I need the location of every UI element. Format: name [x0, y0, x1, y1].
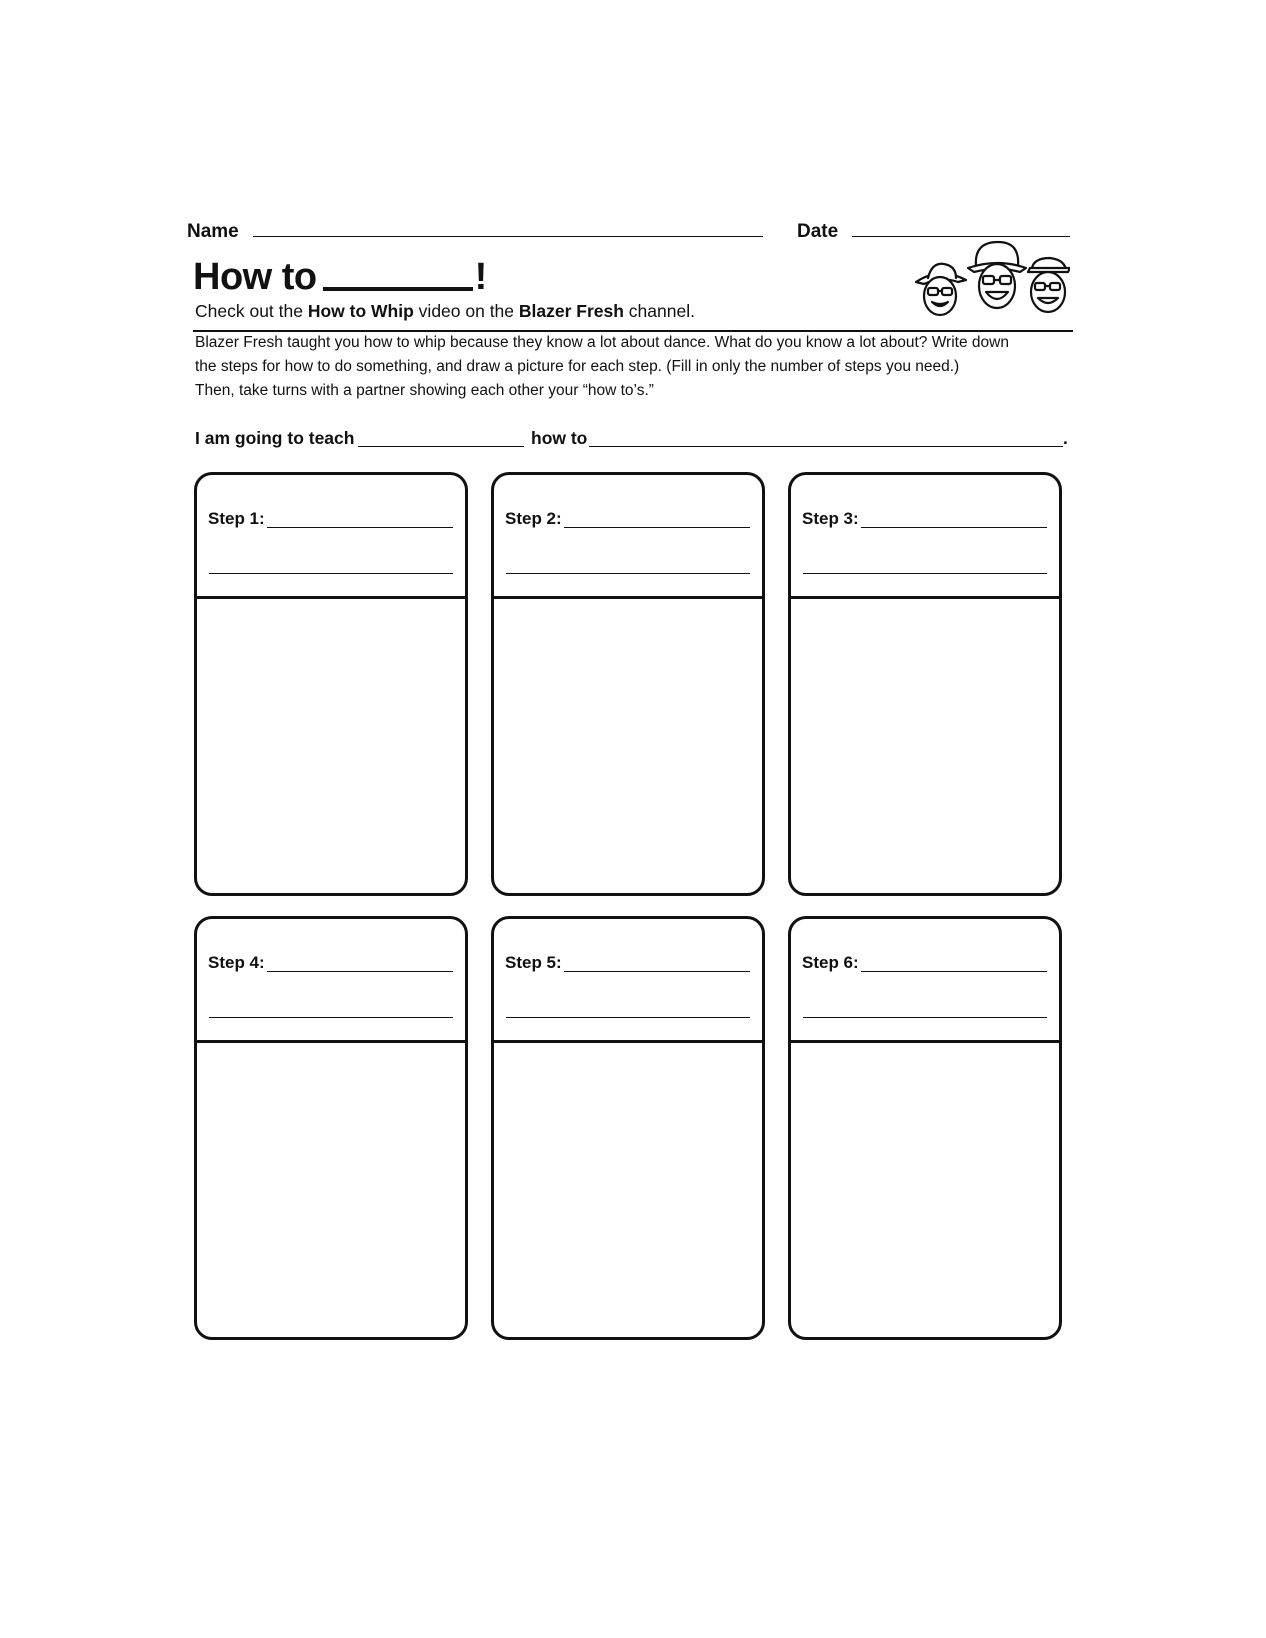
date-field[interactable]: [852, 236, 1070, 237]
step-text-field[interactable]: [209, 573, 453, 574]
step-label: Step 6:: [802, 953, 859, 972]
video-name: How to Whip: [307, 301, 414, 321]
step-label: Step 1:: [208, 509, 265, 528]
step-text-field[interactable]: [267, 971, 453, 972]
step-label: Step 5:: [505, 953, 562, 972]
step-text-field[interactable]: [803, 573, 1047, 574]
name-label: Name: [187, 221, 239, 242]
title-prefix: How to: [193, 256, 317, 298]
channel-name: Blazer Fresh: [518, 301, 624, 321]
step-card-6: [788, 916, 1062, 1340]
step-text-field[interactable]: [564, 527, 750, 528]
subtitle-text-3: channel.: [623, 301, 695, 321]
name-field[interactable]: [253, 236, 763, 237]
step-text-field[interactable]: [861, 527, 1047, 528]
step-text-field[interactable]: [861, 971, 1047, 972]
subtitle-text-2: video on the: [413, 301, 519, 321]
step-card-header: [494, 919, 762, 1043]
step-card-4: [194, 916, 468, 1340]
step-card-header: [791, 475, 1059, 599]
step-card-header: [197, 919, 465, 1043]
teach-lead: I am going to teach: [195, 428, 355, 448]
instructions-line-1: Blazer Fresh taught you how to whip because they know a lot about dance. What do you know a lot about? Write down: [195, 334, 1009, 351]
step-card-3: [788, 472, 1062, 896]
step-text-field[interactable]: [506, 1017, 750, 1018]
teach-sentence: [195, 428, 354, 449]
teach-end: .: [1063, 428, 1068, 448]
subtitle: [195, 301, 695, 322]
step-card-header: [197, 475, 465, 599]
teach-who-field[interactable]: [358, 446, 524, 447]
title-blank-field[interactable]: [323, 287, 473, 291]
step-card-header: [494, 475, 762, 599]
step-text-field[interactable]: [564, 971, 750, 972]
step-card-header: [791, 919, 1059, 1043]
step-card-1: [194, 472, 468, 896]
title-suffix: !: [474, 256, 487, 298]
teach-what-field[interactable]: [589, 446, 1063, 447]
header-divider: [193, 330, 1073, 332]
step-label: Step 3:: [802, 509, 859, 528]
page-title: [193, 256, 487, 299]
instructions-line-3: Then, take turns with a partner showing each other your “how to’s.”: [195, 382, 654, 399]
instructions-line-2: the steps for how to do something, and draw a picture for each step. (Fill in only the number of steps you need.): [195, 358, 960, 375]
step-text-field[interactable]: [506, 573, 750, 574]
subtitle-text-1: Check out the: [195, 301, 308, 321]
step-card-2: [491, 472, 765, 896]
step-label: Step 2:: [505, 509, 562, 528]
step-text-field[interactable]: [803, 1017, 1047, 1018]
blazer-fresh-characters-icon: [910, 238, 1070, 328]
step-text-field[interactable]: [267, 527, 453, 528]
step-text-field[interactable]: [209, 1017, 453, 1018]
date-label: Date: [797, 221, 839, 242]
teach-middle: how to: [531, 428, 588, 448]
step-label: Step 4:: [208, 953, 265, 972]
step-card-5: [491, 916, 765, 1340]
